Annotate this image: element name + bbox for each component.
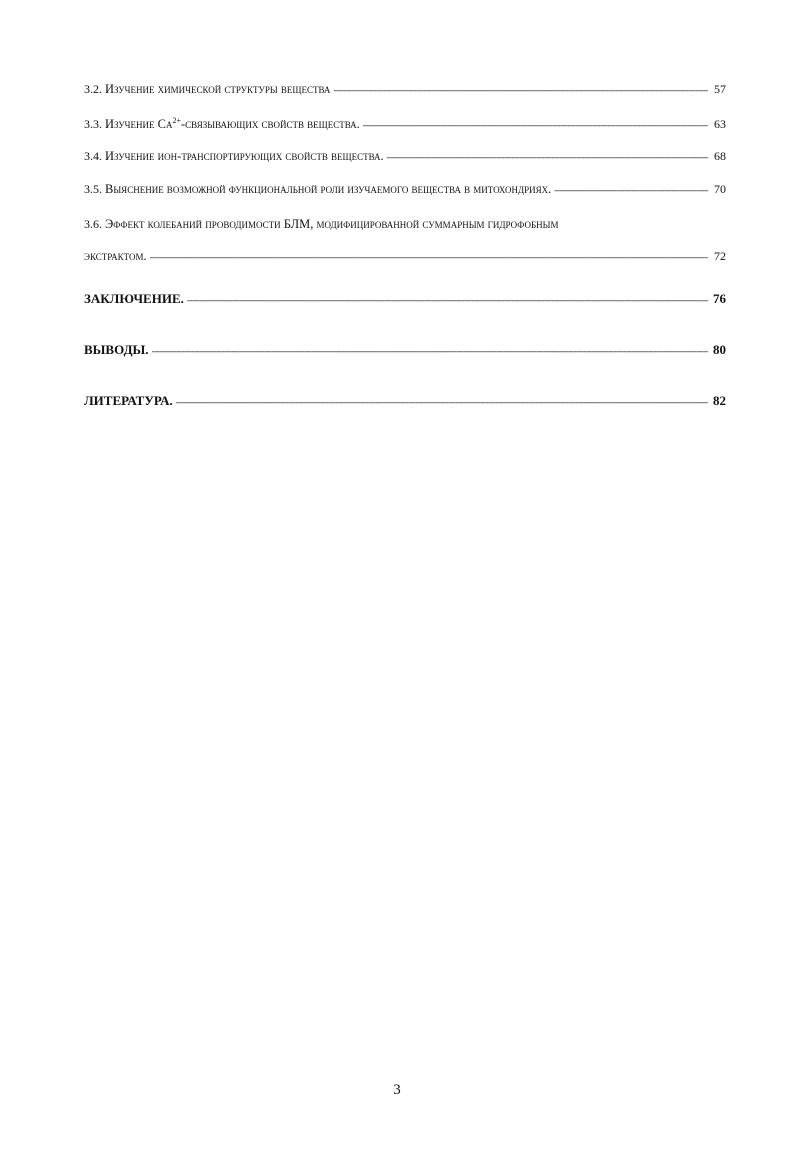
toc-entry-3-6-line2 <box>84 249 726 267</box>
toc-entry-page: 72 <box>714 249 726 263</box>
toc-entry-3-3 <box>84 116 726 134</box>
toc-entry-page: 57 <box>714 82 726 96</box>
toc-entry-title: ЛИТЕРАТУРА. <box>84 393 173 408</box>
toc-entry-page: 63 <box>714 117 726 131</box>
toc-entry-number: 3.3. <box>84 117 105 131</box>
toc-entry-number: 3.5. <box>84 182 105 196</box>
dot-leader <box>152 347 708 356</box>
toc-entry-3-6-line1 <box>84 217 726 235</box>
toc-entry-page: 82 <box>713 393 726 408</box>
page-number: 3 <box>393 1082 401 1098</box>
toc-entry-page: 80 <box>713 342 726 357</box>
toc-entry-3-2 <box>84 82 726 100</box>
toc-title-part: -связывающих свойств вещества. <box>181 117 360 131</box>
toc-entry-title: Эффект колебаний проводимости БЛМ, модифицированной суммарным гидрофобным <box>105 217 559 231</box>
toc-entry-page: 68 <box>714 149 726 163</box>
toc-entry-number: 3.2. <box>84 82 105 96</box>
dot-leader <box>363 121 708 130</box>
dot-leader <box>150 253 708 262</box>
dot-leader <box>187 296 708 305</box>
toc-entry-title-continued: экстрактом. <box>84 249 147 263</box>
toc-entry-3-4 <box>84 149 726 167</box>
toc-entry-title <box>105 116 360 132</box>
toc-entry-number: 3.4. <box>84 149 105 163</box>
toc-entry-title: Выяснение возможной функциональной роли изучаемого вещества в митохондриях. <box>105 182 552 196</box>
toc-entry-findings <box>84 342 726 360</box>
toc-entry-title: Изучение ион-транспортирующих свойств вещества. <box>105 149 384 163</box>
toc-entry-title: Изучение химической структуры вещества <box>105 82 331 96</box>
toc-entry-page: 70 <box>714 182 726 196</box>
dot-leader <box>333 86 708 95</box>
toc-entry-conclusion <box>84 291 726 309</box>
superscript-charge: 2+ <box>172 116 182 125</box>
toc-entry-literature <box>84 393 726 411</box>
dot-leader <box>554 186 708 195</box>
toc-entry-3-5 <box>84 182 726 200</box>
toc-entry-page: 76 <box>713 291 726 306</box>
dot-leader <box>387 153 708 162</box>
toc-title-part: Изучение Ca <box>105 117 173 131</box>
toc-entry-number: 3.6. <box>84 217 105 231</box>
toc-entry-title: ВЫВОДЫ. <box>84 342 149 357</box>
dot-leader <box>176 398 708 407</box>
toc-entry-title: ЗАКЛЮЧЕНИЕ. <box>84 291 184 306</box>
